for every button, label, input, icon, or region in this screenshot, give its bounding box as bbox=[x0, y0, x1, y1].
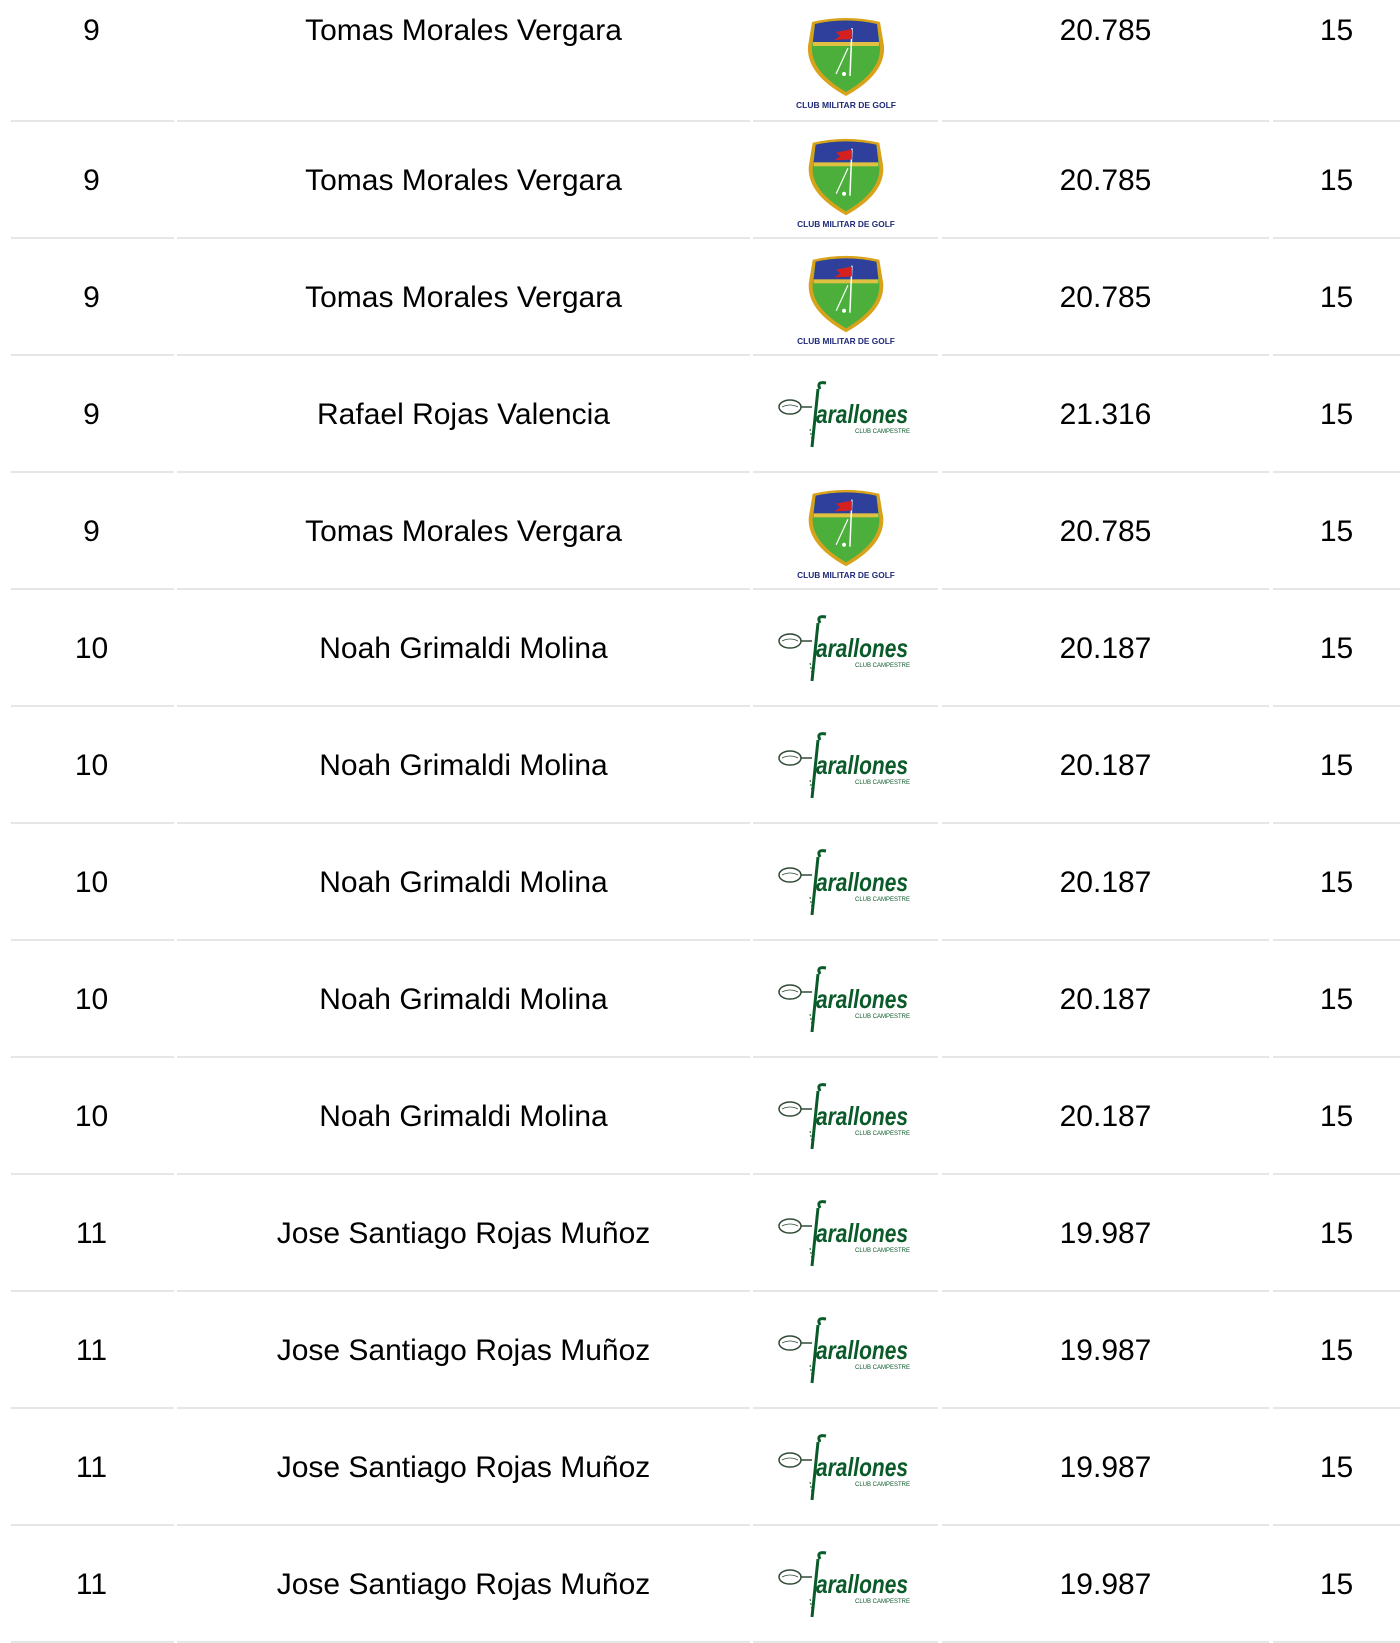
score-cell bbox=[942, 122, 1269, 239]
player-name bbox=[177, 824, 750, 941]
score-cell bbox=[942, 1175, 1269, 1292]
points-cell-text: 15 bbox=[1319, 1333, 1354, 1367]
rank-cell-text: 10 bbox=[74, 865, 109, 899]
table-row bbox=[0, 1526, 1400, 1643]
rank-cell bbox=[11, 941, 174, 1058]
player-name-text: Tomas Morales Vergara bbox=[305, 14, 622, 47]
score-cell-text: 19.987 bbox=[1059, 1333, 1152, 1367]
table-row bbox=[0, 356, 1400, 473]
score-cell bbox=[942, 590, 1269, 707]
rank-cell bbox=[11, 590, 174, 707]
score-cell-text: 20.785 bbox=[1059, 280, 1152, 314]
table-row bbox=[0, 824, 1400, 941]
club-militar-caption: CLUB MILITAR DE GOLF bbox=[796, 335, 895, 346]
points-cell-text: 15 bbox=[1319, 982, 1354, 1016]
player-name bbox=[177, 356, 750, 473]
points-cell-text: 15 bbox=[1319, 865, 1354, 899]
rank-cell bbox=[11, 1526, 174, 1643]
rank-cell bbox=[11, 0, 174, 122]
farallones-caption: CLUB CAMPESTRE bbox=[854, 1364, 910, 1371]
score-cell-text: 19.987 bbox=[1059, 1450, 1152, 1484]
rank-cell-text: 9 bbox=[83, 14, 100, 47]
player-name-text: Noah Grimaldi Molina bbox=[319, 748, 608, 782]
rank-cell-text: 9 bbox=[83, 163, 100, 197]
score-cell-text: 19.987 bbox=[1059, 1216, 1152, 1250]
rank-cell-text: 9 bbox=[83, 280, 100, 314]
points-cell-text: 15 bbox=[1319, 748, 1354, 782]
farallones-club-campestre-logo bbox=[776, 1549, 916, 1621]
player-name bbox=[177, 941, 750, 1058]
rank-cell-text: 9 bbox=[83, 514, 100, 548]
rank-cell bbox=[11, 239, 174, 356]
table-row bbox=[0, 239, 1400, 356]
farallones-club-campestre-logo bbox=[776, 1315, 916, 1387]
club-militar-caption: CLUB MILITAR DE GOLF bbox=[796, 569, 895, 580]
farallones-wordmark: arallones bbox=[815, 398, 908, 429]
score-cell bbox=[942, 1058, 1269, 1175]
club-logo-cell bbox=[753, 1292, 938, 1409]
farallones-wordmark: arallones bbox=[815, 1217, 908, 1248]
score-cell-text: 20.187 bbox=[1059, 1099, 1152, 1133]
club-logo-cell bbox=[753, 1058, 938, 1175]
club-militar-de-golf-logo bbox=[796, 133, 895, 229]
points-cell bbox=[1273, 1175, 1400, 1292]
farallones-club-campestre-logo bbox=[776, 730, 916, 802]
farallones-caption: CLUB CAMPESTRE bbox=[854, 428, 910, 435]
rank-cell bbox=[11, 356, 174, 473]
rank-cell bbox=[11, 1292, 174, 1409]
farallones-wordmark: arallones bbox=[815, 983, 908, 1014]
club-logo-cell bbox=[753, 1409, 938, 1526]
score-cell bbox=[942, 707, 1269, 824]
player-name bbox=[177, 1526, 750, 1643]
player-name bbox=[177, 0, 750, 122]
farallones-club-campestre-logo bbox=[776, 379, 916, 451]
farallones-club-campestre-logo bbox=[776, 847, 916, 919]
rank-cell-text: 10 bbox=[74, 748, 109, 782]
farallones-wordmark: arallones bbox=[815, 749, 908, 780]
points-cell bbox=[1273, 0, 1400, 122]
player-name bbox=[177, 1292, 750, 1409]
farallones-wordmark: arallones bbox=[815, 1100, 908, 1131]
table-row bbox=[0, 1175, 1400, 1292]
rank-cell-text: 11 bbox=[75, 1216, 108, 1250]
rank-cell-text: 10 bbox=[74, 631, 109, 665]
points-cell-text: 15 bbox=[1319, 1216, 1354, 1250]
score-cell-text: 20.785 bbox=[1059, 14, 1152, 47]
points-cell bbox=[1273, 356, 1400, 473]
score-cell bbox=[942, 1526, 1269, 1643]
farallones-caption: CLUB CAMPESTRE bbox=[854, 1247, 910, 1254]
score-cell-text: 20.187 bbox=[1059, 982, 1152, 1016]
score-cell-text: 20.187 bbox=[1059, 631, 1152, 665]
table-row bbox=[0, 941, 1400, 1058]
farallones-club-campestre-logo bbox=[776, 964, 916, 1036]
player-name bbox=[177, 473, 750, 590]
club-militar-de-golf-logo bbox=[796, 250, 895, 346]
score-cell bbox=[942, 941, 1269, 1058]
player-name bbox=[177, 122, 750, 239]
player-name bbox=[177, 1058, 750, 1175]
rank-cell bbox=[11, 707, 174, 824]
farallones-club-campestre-logo bbox=[776, 1198, 916, 1270]
table-row bbox=[0, 0, 1400, 122]
player-name-text: Noah Grimaldi Molina bbox=[319, 982, 608, 1016]
points-cell bbox=[1273, 239, 1400, 356]
club-militar-caption: CLUB MILITAR DE GOLF bbox=[795, 100, 896, 110]
points-cell bbox=[1273, 707, 1400, 824]
table-row bbox=[0, 1292, 1400, 1409]
farallones-wordmark: arallones bbox=[815, 866, 908, 897]
player-name bbox=[177, 1409, 750, 1526]
rank-cell-text: 11 bbox=[75, 1450, 108, 1484]
points-cell-text: 15 bbox=[1319, 514, 1354, 548]
farallones-caption: CLUB CAMPESTRE bbox=[854, 896, 910, 903]
table-row bbox=[0, 1409, 1400, 1526]
rank-cell-text: 9 bbox=[83, 397, 100, 431]
club-logo-cell bbox=[753, 239, 938, 356]
player-name bbox=[177, 707, 750, 824]
score-cell bbox=[942, 824, 1269, 941]
club-logo-cell bbox=[753, 707, 938, 824]
player-name-text: Noah Grimaldi Molina bbox=[319, 631, 608, 665]
score-cell bbox=[942, 239, 1269, 356]
points-cell-text: 15 bbox=[1319, 631, 1354, 665]
score-cell-text: 20.187 bbox=[1059, 865, 1152, 899]
score-cell-text: 20.187 bbox=[1059, 748, 1152, 782]
points-cell bbox=[1273, 590, 1400, 707]
farallones-club-campestre-logo bbox=[776, 1432, 916, 1504]
player-name bbox=[177, 1175, 750, 1292]
points-cell bbox=[1273, 1292, 1400, 1409]
club-logo-cell bbox=[753, 590, 938, 707]
table-row bbox=[0, 122, 1400, 239]
table-row bbox=[0, 590, 1400, 707]
score-cell bbox=[942, 0, 1269, 122]
points-cell bbox=[1273, 122, 1400, 239]
farallones-caption: CLUB CAMPESTRE bbox=[854, 662, 910, 669]
farallones-caption: CLUB CAMPESTRE bbox=[854, 1598, 910, 1605]
points-cell bbox=[1273, 1058, 1400, 1175]
farallones-wordmark: arallones bbox=[815, 1451, 908, 1482]
player-name-text: Jose Santiago Rojas Muñoz bbox=[276, 1216, 651, 1250]
score-cell-text: 20.785 bbox=[1059, 163, 1152, 197]
farallones-club-campestre-logo bbox=[776, 1081, 916, 1153]
player-name-text: Tomas Morales Vergara bbox=[305, 280, 622, 314]
table-row bbox=[0, 707, 1400, 824]
score-cell bbox=[942, 1409, 1269, 1526]
points-cell-text: 15 bbox=[1319, 163, 1354, 197]
farallones-wordmark: arallones bbox=[815, 632, 908, 663]
player-name-text: Jose Santiago Rojas Muñoz bbox=[276, 1450, 651, 1484]
farallones-wordmark: arallones bbox=[815, 1334, 908, 1365]
points-cell bbox=[1273, 1526, 1400, 1643]
player-name-text: Jose Santiago Rojas Muñoz bbox=[276, 1333, 651, 1367]
score-cell bbox=[942, 1292, 1269, 1409]
rank-cell-text: 11 bbox=[75, 1567, 108, 1601]
score-cell bbox=[942, 473, 1269, 590]
table-row bbox=[0, 473, 1400, 590]
points-cell-text: 15 bbox=[1319, 397, 1354, 431]
score-cell-text: 20.785 bbox=[1059, 514, 1152, 548]
points-cell bbox=[1273, 941, 1400, 1058]
club-logo-cell bbox=[753, 0, 938, 122]
rank-cell bbox=[11, 1058, 174, 1175]
club-militar-de-golf-logo bbox=[795, 12, 896, 110]
points-cell-text: 15 bbox=[1319, 14, 1354, 47]
player-name-text: Noah Grimaldi Molina bbox=[319, 1099, 608, 1133]
rank-cell bbox=[11, 1175, 174, 1292]
club-militar-caption: CLUB MILITAR DE GOLF bbox=[796, 218, 895, 229]
points-cell-text: 15 bbox=[1319, 1450, 1354, 1484]
rank-cell bbox=[11, 1409, 174, 1526]
points-cell-text: 15 bbox=[1319, 1099, 1354, 1133]
points-cell-text: 15 bbox=[1319, 1567, 1354, 1601]
rank-cell bbox=[11, 473, 174, 590]
rank-cell-text: 11 bbox=[75, 1333, 108, 1367]
points-cell bbox=[1273, 824, 1400, 941]
farallones-caption: CLUB CAMPESTRE bbox=[854, 779, 910, 786]
score-cell-text: 21.316 bbox=[1059, 397, 1152, 431]
player-name-text: Tomas Morales Vergara bbox=[305, 514, 622, 548]
rank-cell-text: 10 bbox=[74, 982, 109, 1016]
points-cell bbox=[1273, 473, 1400, 590]
player-name-text: Rafael Rojas Valencia bbox=[317, 397, 610, 431]
points-cell-text: 15 bbox=[1319, 280, 1354, 314]
club-logo-cell bbox=[753, 473, 938, 590]
score-cell bbox=[942, 356, 1269, 473]
club-logo-cell bbox=[753, 122, 938, 239]
points-cell bbox=[1273, 1409, 1400, 1526]
player-name-text: Noah Grimaldi Molina bbox=[319, 865, 608, 899]
club-militar-de-golf-logo bbox=[796, 484, 895, 580]
club-logo-cell bbox=[753, 1175, 938, 1292]
farallones-wordmark: arallones bbox=[815, 1568, 908, 1599]
club-logo-cell bbox=[753, 356, 938, 473]
club-logo-cell bbox=[753, 1526, 938, 1643]
farallones-caption: CLUB CAMPESTRE bbox=[854, 1481, 910, 1488]
table-row bbox=[0, 1058, 1400, 1175]
rank-cell bbox=[11, 122, 174, 239]
club-logo-cell bbox=[753, 941, 938, 1058]
club-logo-cell bbox=[753, 824, 938, 941]
player-name-text: Tomas Morales Vergara bbox=[305, 163, 622, 197]
farallones-caption: CLUB CAMPESTRE bbox=[854, 1013, 910, 1020]
score-cell-text: 19.987 bbox=[1059, 1567, 1152, 1601]
rank-cell bbox=[11, 824, 174, 941]
player-name bbox=[177, 590, 750, 707]
rank-cell-text: 10 bbox=[74, 1099, 109, 1133]
player-name bbox=[177, 239, 750, 356]
farallones-club-campestre-logo bbox=[776, 613, 916, 685]
farallones-caption: CLUB CAMPESTRE bbox=[854, 1130, 910, 1137]
player-name-text: Jose Santiago Rojas Muñoz bbox=[276, 1567, 651, 1601]
